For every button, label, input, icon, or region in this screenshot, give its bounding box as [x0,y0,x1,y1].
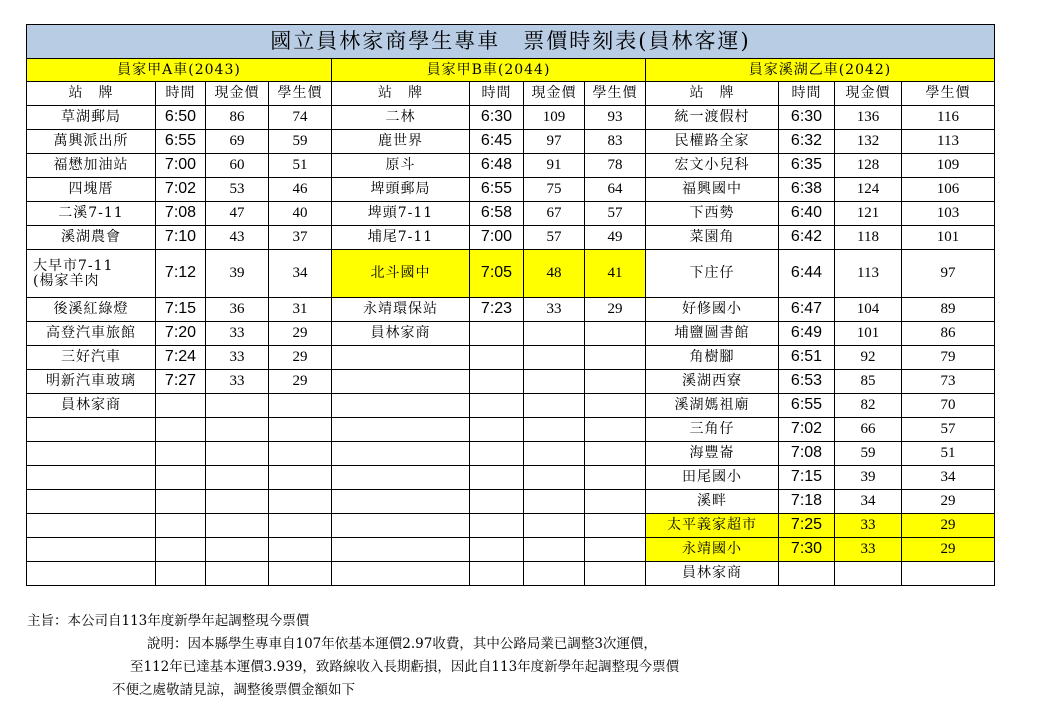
table-row [27,250,995,298]
route-c-student-cell: 34 [902,466,995,490]
route-b-time-cell [470,490,524,514]
route-b-student-cell: 49 [585,226,646,250]
route-a-time-cell [156,490,206,514]
route-a-stop-cell: 大早市7-11 (楊家羊肉 [27,250,156,298]
notice-subject: 主旨：本公司自113年度新學年起調整現今票價 [27,613,310,629]
route-a-student-cell: 29 [269,322,332,346]
route-b-cash-cell [524,442,585,466]
route-c-time-cell: 7:30 [779,538,835,562]
route-c-stop-cell: 三角仔 [646,418,779,442]
route-b-time-cell [470,394,524,418]
route-b-time-cell [470,442,524,466]
fare-timetable [26,24,995,586]
route-c-cash-cell: 136 [835,106,902,130]
route-a-stop-cell [27,490,156,514]
table-row [27,202,995,226]
route-b-time-cell: 7:05 [470,250,524,298]
route-c-student-cell: 29 [902,538,995,562]
route-c-stop-cell: 員林家商 [646,562,779,586]
route-a-time-cell: 7:15 [156,298,206,322]
route-b-student-cell [585,418,646,442]
route-c-student-cell: 101 [902,226,995,250]
route-c-time-cell: 6:32 [779,130,835,154]
route-c-student-cell: 70 [902,394,995,418]
route-b-time-cell [470,346,524,370]
route-header-a: 員家甲A車(2043) [27,59,332,82]
route-a-stop-cell [27,562,156,586]
route-a-cash-cell: 33 [206,370,269,394]
route-c-stop-cell: 宏文小兒科 [646,154,779,178]
route-b-cash-cell: 48 [524,250,585,298]
route-a-stop-cell: 員林家商 [27,394,156,418]
route-c-time-cell: 6:51 [779,346,835,370]
route-a-cash-cell: 69 [206,130,269,154]
route-c-cash-cell: 66 [835,418,902,442]
route-a-time-cell [156,394,206,418]
route-a-time-cell: 7:12 [156,250,206,298]
route-b-student-cell [585,514,646,538]
route-c-stop-cell: 福興國中 [646,178,779,202]
route-b-cash-cell [524,490,585,514]
table-row [27,178,995,202]
route-a-time-cell: 7:24 [156,346,206,370]
route-c-stop-cell: 菜園角 [646,226,779,250]
route-b-time-cell [470,418,524,442]
route-c-time-cell [779,562,835,586]
route-c-cash-cell: 85 [835,370,902,394]
route-a-stop-cell: 明新汽車玻璃 [27,370,156,394]
route-c-time-cell: 6:53 [779,370,835,394]
route-b-student-cell [585,370,646,394]
header-time: 時間 [156,82,206,106]
route-c-stop-cell: 田尾國小 [646,466,779,490]
route-b-time-cell [470,562,524,586]
route-a-stop-cell [27,514,156,538]
header-stop: 站 牌 [646,82,779,106]
route-c-time-cell: 6:38 [779,178,835,202]
route-c-cash-cell: 82 [835,394,902,418]
route-c-time-cell: 7:25 [779,514,835,538]
route-b-stop-cell: 北斗國中 [332,250,470,298]
route-b-stop-cell [332,346,470,370]
table-row [27,490,995,514]
route-b-student-cell [585,538,646,562]
route-b-student-cell [585,346,646,370]
route-c-time-cell: 6:40 [779,202,835,226]
route-c-student-cell: 97 [902,250,995,298]
route-c-student-cell: 73 [902,370,995,394]
notice-apology: 不便之處敬請見諒，調整後票價金額如下 [112,682,355,698]
route-a-student-cell: 34 [269,250,332,298]
route-b-student-cell [585,466,646,490]
table-row [27,418,995,442]
route-c-cash-cell: 121 [835,202,902,226]
route-c-cash-cell: 104 [835,298,902,322]
route-a-time-cell: 6:50 [156,106,206,130]
route-b-time-cell [470,370,524,394]
route-a-time-cell [156,442,206,466]
route-a-cash-cell [206,514,269,538]
route-b-cash-cell [524,394,585,418]
route-a-cash-cell: 36 [206,298,269,322]
notice-explanation: 說明：因本縣學生專車自107年依基本運價2.97收費，其中公路局業已調整3次運價， [147,636,657,652]
table-row [27,466,995,490]
route-a-time-cell [156,514,206,538]
route-b-stop-cell [332,466,470,490]
route-c-stop-cell: 溪湖媽祖廟 [646,394,779,418]
route-b-cash-cell: 67 [524,202,585,226]
route-b-stop-cell [332,442,470,466]
header-student: 學生價 [902,82,995,106]
route-a-time-cell: 7:20 [156,322,206,346]
route-b-time-cell: 6:55 [470,178,524,202]
route-b-stop-cell [332,394,470,418]
route-a-student-cell [269,466,332,490]
route-b-stop-cell [332,514,470,538]
route-c-student-cell: 106 [902,178,995,202]
route-a-cash-cell [206,490,269,514]
route-b-stop-cell [332,490,470,514]
route-a-stop-cell: 二溪7-11 [27,202,156,226]
route-c-student-cell: 51 [902,442,995,466]
page-title: 國立員林家商學生專車 票價時刻表(員林客運) [27,25,995,59]
route-c-stop-cell: 統一渡假村 [646,106,779,130]
route-a-stop-cell [27,538,156,562]
route-c-student-cell: 113 [902,130,995,154]
route-a-student-cell: 40 [269,202,332,226]
route-a-cash-cell: 47 [206,202,269,226]
route-c-time-cell: 6:47 [779,298,835,322]
route-a-time-cell [156,538,206,562]
route-c-cash-cell: 113 [835,250,902,298]
route-b-time-cell [470,322,524,346]
route-a-student-cell: 74 [269,106,332,130]
route-a-time-cell: 7:10 [156,226,206,250]
route-b-student-cell: 57 [585,202,646,226]
route-a-stop-cell: 後溪紅綠燈 [27,298,156,322]
table-row [27,130,995,154]
route-a-time-cell: 7:27 [156,370,206,394]
route-c-cash-cell: 59 [835,442,902,466]
route-a-student-cell [269,394,332,418]
route-c-stop-cell: 好修國小 [646,298,779,322]
route-b-cash-cell [524,538,585,562]
route-c-time-cell: 6:30 [779,106,835,130]
route-b-stop-cell: 埤頭7-11 [332,202,470,226]
route-b-student-cell [585,490,646,514]
route-c-cash-cell: 39 [835,466,902,490]
route-a-student-cell [269,442,332,466]
route-c-time-cell: 6:44 [779,250,835,298]
route-c-cash-cell: 101 [835,322,902,346]
route-a-cash-cell [206,394,269,418]
route-c-cash-cell: 92 [835,346,902,370]
route-a-cash-cell: 53 [206,178,269,202]
route-a-stop-cell: 草湖郵局 [27,106,156,130]
route-b-cash-cell: 75 [524,178,585,202]
route-c-student-cell: 79 [902,346,995,370]
route-a-cash-cell [206,466,269,490]
route-a-cash-cell: 33 [206,346,269,370]
route-b-stop-cell: 埤頭郵局 [332,178,470,202]
table-row [27,154,995,178]
route-c-student-cell [902,562,995,586]
table-row [27,562,995,586]
table-row [27,442,995,466]
route-a-cash-cell [206,538,269,562]
route-a-stop-cell [27,418,156,442]
route-b-time-cell [470,514,524,538]
table-row [27,514,995,538]
route-a-student-cell: 29 [269,346,332,370]
route-a-cash-cell [206,418,269,442]
route-c-stop-cell: 角樹腳 [646,346,779,370]
route-a-cash-cell [206,442,269,466]
route-c-stop-cell: 民權路全家 [646,130,779,154]
route-c-time-cell: 6:55 [779,394,835,418]
route-c-time-cell: 7:15 [779,466,835,490]
route-c-stop-cell: 溪湖西寮 [646,370,779,394]
route-b-stop-cell: 員林家商 [332,322,470,346]
route-a-student-cell [269,490,332,514]
route-c-cash-cell: 34 [835,490,902,514]
route-b-student-cell [585,442,646,466]
route-a-stop-cell: 四塊厝 [27,178,156,202]
route-a-student-cell [269,538,332,562]
route-c-student-cell: 29 [902,514,995,538]
route-a-cash-cell: 43 [206,226,269,250]
route-c-stop-cell: 埔鹽圖書館 [646,322,779,346]
route-b-time-cell: 6:45 [470,130,524,154]
route-a-student-cell [269,418,332,442]
route-c-stop-cell: 下庄仔 [646,250,779,298]
table-row [27,322,995,346]
route-b-cash-cell [524,346,585,370]
route-b-time-cell: 7:00 [470,226,524,250]
header-cash: 現金價 [835,82,902,106]
route-a-student-cell: 51 [269,154,332,178]
table-row [27,298,995,322]
route-b-stop-cell [332,538,470,562]
route-c-time-cell: 7:18 [779,490,835,514]
route-b-cash-cell [524,322,585,346]
route-a-time-cell: 7:00 [156,154,206,178]
notice-explanation-cont: 至112年已達基本運價3.939，致路線收入長期虧損，因此自113年度新學年起調整現今票價 [130,659,680,675]
header-stop: 站 牌 [332,82,470,106]
route-a-time-cell [156,562,206,586]
route-b-cash-cell [524,466,585,490]
route-b-time-cell [470,466,524,490]
route-b-student-cell: 64 [585,178,646,202]
route-c-student-cell: 116 [902,106,995,130]
route-c-student-cell: 89 [902,298,995,322]
route-c-cash-cell: 118 [835,226,902,250]
route-c-student-cell: 109 [902,154,995,178]
route-c-cash-cell: 33 [835,514,902,538]
route-header-b: 員家甲B車(2044) [332,59,646,82]
route-c-cash-cell: 128 [835,154,902,178]
route-a-stop-cell [27,466,156,490]
notice-text [27,610,679,702]
route-b-student-cell [585,394,646,418]
route-a-stop-cell: 福懋加油站 [27,154,156,178]
header-student: 學生價 [269,82,332,106]
route-c-stop-cell: 太平義家超市 [646,514,779,538]
route-a-cash-cell: 39 [206,250,269,298]
route-a-cash-cell [206,562,269,586]
route-b-student-cell [585,322,646,346]
route-b-time-cell: 6:58 [470,202,524,226]
route-b-student-cell: 83 [585,130,646,154]
route-b-cash-cell [524,370,585,394]
table-row [27,106,995,130]
route-b-stop-cell [332,418,470,442]
route-b-stop-cell [332,370,470,394]
header-cash: 現金價 [524,82,585,106]
route-a-stop-cell: 高登汽車旅館 [27,322,156,346]
header-stop: 站 牌 [27,82,156,106]
route-a-student-cell [269,514,332,538]
table-row [27,538,995,562]
route-a-stop-cell [27,442,156,466]
header-time: 時間 [470,82,524,106]
header-student: 學生價 [585,82,646,106]
route-b-stop-cell [332,562,470,586]
route-a-time-cell: 7:02 [156,178,206,202]
route-c-student-cell: 86 [902,322,995,346]
route-b-time-cell: 6:48 [470,154,524,178]
route-b-student-cell: 78 [585,154,646,178]
route-a-student-cell: 37 [269,226,332,250]
route-a-cash-cell: 60 [206,154,269,178]
route-c-time-cell: 7:02 [779,418,835,442]
route-a-student-cell: 29 [269,370,332,394]
route-a-stop-cell: 萬興派出所 [27,130,156,154]
route-b-student-cell: 93 [585,106,646,130]
route-b-cash-cell: 57 [524,226,585,250]
route-b-cash-cell [524,562,585,586]
route-a-stop-cell: 溪湖農會 [27,226,156,250]
route-b-stop-cell: 二林 [332,106,470,130]
route-a-student-cell [269,562,332,586]
route-a-time-cell: 6:55 [156,130,206,154]
route-header-c: 員家溪湖乙車(2042) [646,59,995,82]
route-c-time-cell: 7:08 [779,442,835,466]
column-header-row [27,82,995,106]
route-c-cash-cell: 124 [835,178,902,202]
table-row [27,226,995,250]
route-c-stop-cell: 海豐崙 [646,442,779,466]
route-b-stop-cell: 鹿世界 [332,130,470,154]
route-b-stop-cell: 埔尾7-11 [332,226,470,250]
route-c-student-cell: 57 [902,418,995,442]
route-c-time-cell: 6:35 [779,154,835,178]
route-c-cash-cell: 33 [835,538,902,562]
route-b-time-cell: 6:30 [470,106,524,130]
route-b-student-cell [585,562,646,586]
route-a-cash-cell: 86 [206,106,269,130]
route-b-cash-cell [524,418,585,442]
header-cash: 現金價 [206,82,269,106]
route-b-student-cell: 29 [585,298,646,322]
route-b-time-cell: 7:23 [470,298,524,322]
route-c-time-cell: 6:49 [779,322,835,346]
route-a-time-cell [156,466,206,490]
route-b-cash-cell: 109 [524,106,585,130]
route-a-student-cell: 59 [269,130,332,154]
route-a-cash-cell: 33 [206,322,269,346]
route-c-student-cell: 103 [902,202,995,226]
route-c-cash-cell: 132 [835,130,902,154]
route-a-stop-cell: 三好汽車 [27,346,156,370]
route-c-stop-cell: 溪畔 [646,490,779,514]
table-row [27,346,995,370]
route-b-time-cell [470,538,524,562]
route-c-stop-cell: 下西勢 [646,202,779,226]
route-b-stop-cell: 原斗 [332,154,470,178]
route-a-time-cell [156,418,206,442]
route-b-cash-cell: 91 [524,154,585,178]
route-a-student-cell: 46 [269,178,332,202]
route-a-time-cell: 7:08 [156,202,206,226]
table-row [27,370,995,394]
route-c-student-cell: 29 [902,490,995,514]
route-b-cash-cell [524,514,585,538]
table-row [27,394,995,418]
route-b-cash-cell: 97 [524,130,585,154]
header-time: 時間 [779,82,835,106]
route-c-cash-cell [835,562,902,586]
route-c-time-cell: 6:42 [779,226,835,250]
route-b-student-cell: 41 [585,250,646,298]
route-c-stop-cell: 永靖國小 [646,538,779,562]
route-b-stop-cell: 永靖環保站 [332,298,470,322]
route-a-student-cell: 31 [269,298,332,322]
route-b-cash-cell: 33 [524,298,585,322]
